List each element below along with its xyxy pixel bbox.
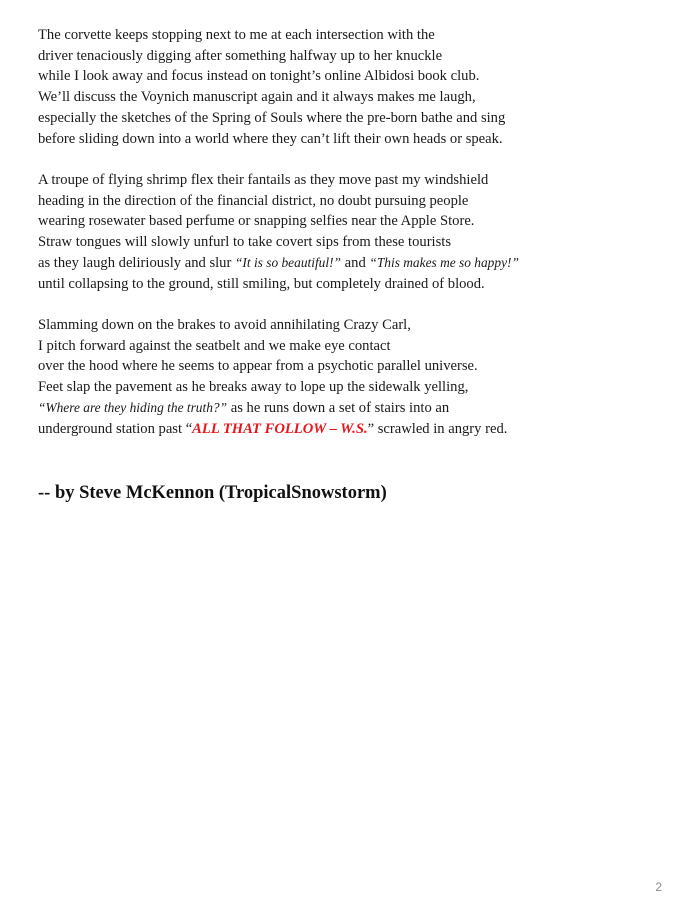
poem-line: Straw tongues will slowly unfurl to take covert sips from these tourists	[38, 234, 452, 251]
poem-line: driver tenaciously digging after something halfway up to her knuckle	[38, 47, 443, 64]
poem-line	[38, 253, 658, 274]
poem-line: Feet slap the pavement as he breaks away to lope up the sidewalk yelling,	[38, 379, 469, 396]
poem-line: especially the sketches of the Spring of Souls where the pre-born bathe and sing	[38, 109, 506, 126]
open-quote: “	[185, 420, 193, 437]
poem-line	[38, 398, 658, 419]
poem-line	[38, 419, 658, 440]
poem-line: I pitch forward against the seatbelt and we make eye contact	[38, 337, 391, 354]
italic-quote: “Where are they hiding the truth?”	[38, 399, 228, 415]
poem-line: heading in the direction of the financial district, no doubt pursuing people	[38, 192, 469, 209]
poem-line: wearing rosewater based perfume or snapping selfies near the Apple Store.	[38, 213, 475, 230]
stanza-2	[38, 170, 658, 294]
poem-line: until collapsing to the ground, still smiling, but completely drained of blood.	[38, 275, 485, 292]
close-quote: ”	[367, 420, 375, 437]
line-text: scrawled in angry red.	[374, 420, 508, 437]
line-text: underground station past	[38, 420, 186, 437]
italic-quote: “This makes me so happy!”	[369, 254, 519, 270]
italic-quote: “It is so beautiful!”	[234, 254, 342, 270]
poem-line: We’ll discuss the Voynich manuscript again and it always makes me laugh,	[38, 89, 476, 106]
poem-line: while I look away and focus instead on tonight’s online Albidosi book club.	[38, 68, 480, 85]
poem-line: Slamming down on the brakes to avoid annihilating Crazy Carl,	[38, 317, 411, 333]
poem-line: The corvette keeps stopping next to me at each intersection with the	[38, 27, 435, 43]
graffiti-quote: ALL THAT FOLLOW – W.S.	[192, 420, 368, 437]
line-text: as he runs down a set of stairs into an	[227, 399, 450, 416]
page-number: 2	[655, 880, 662, 894]
poem-line: before sliding down into a world where they can’t lift their own heads or speak.	[38, 130, 503, 147]
author-byline: -- by Steve McKennon (TropicalSnowstorm)	[38, 483, 387, 503]
stanza-3	[38, 315, 658, 439]
poem-line: over the hood where he seems to appear from a psychotic parallel universe.	[38, 358, 478, 375]
line-text: and	[341, 254, 370, 271]
line-text: as they laugh deliriously and slur	[38, 254, 235, 271]
stanza-1	[38, 25, 658, 149]
poem-line: A troupe of flying shrimp flex their fantails as they move past my windshield	[38, 172, 489, 188]
